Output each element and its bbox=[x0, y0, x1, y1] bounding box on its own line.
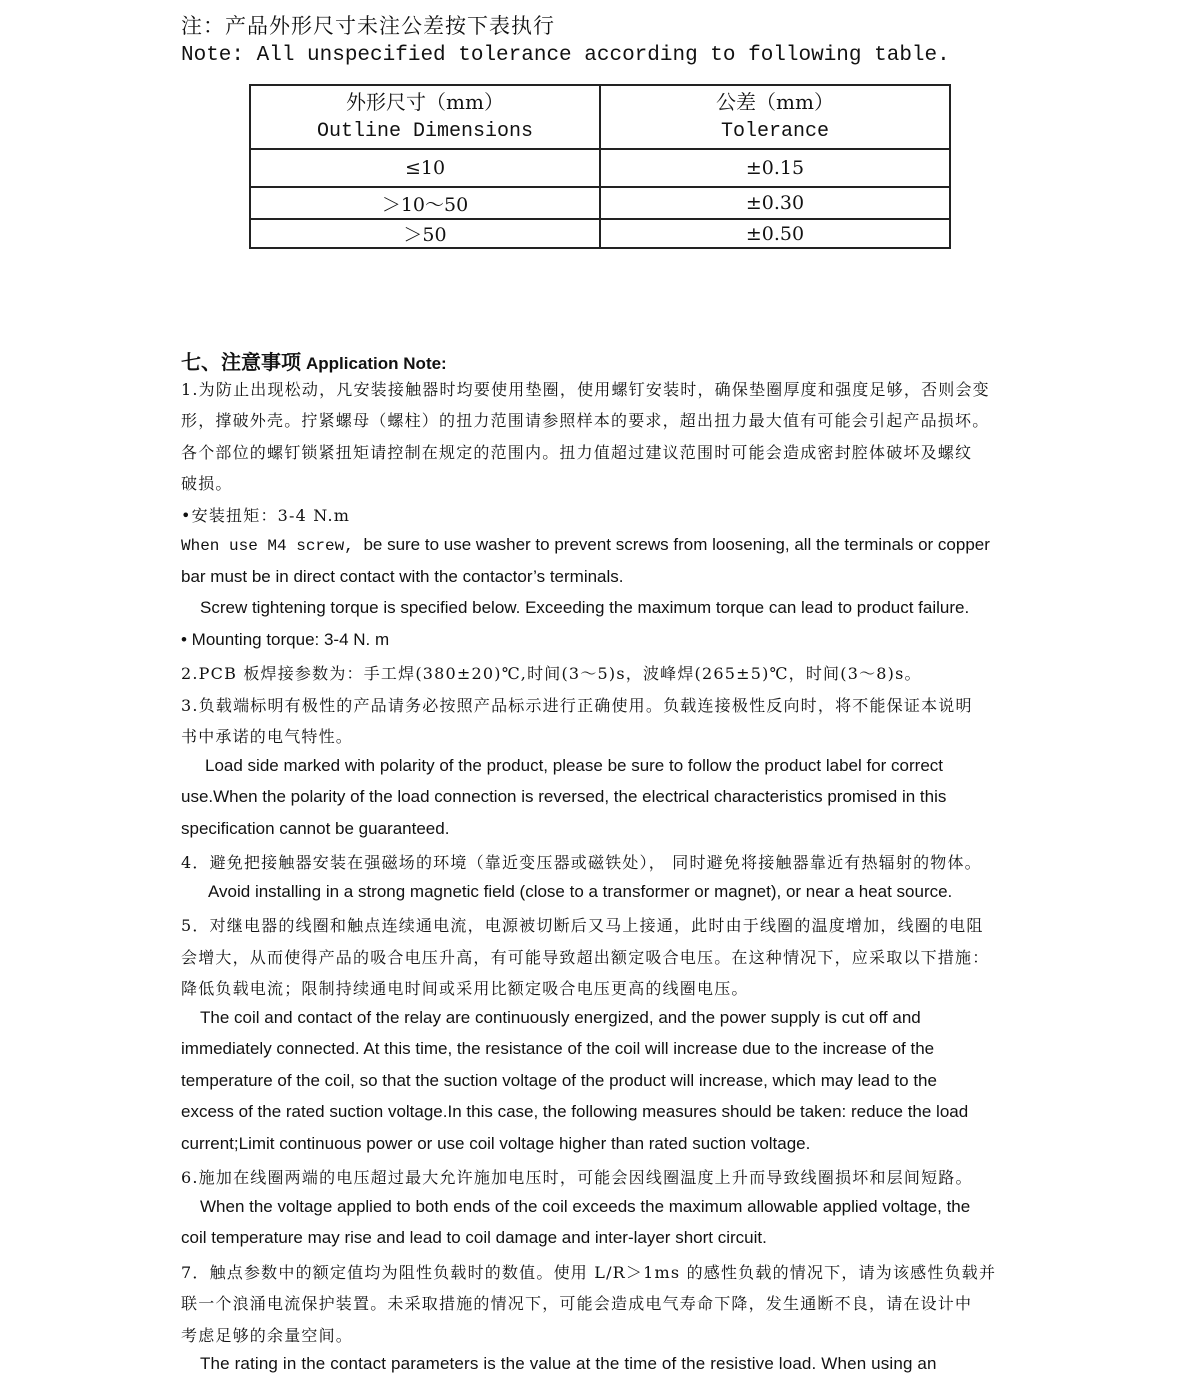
paragraph-line: use.When the polarity of the load connection is reversed, the electrical characteristics promised in this bbox=[181, 787, 947, 806]
paragraph-line: 4．避免把接触器安装在强磁场的环境（靠近变压器或磁铁处）， 同时避免将接触器靠近有热辐射的物体。 bbox=[181, 853, 982, 872]
paragraph-line: Avoid installing in a strong magnetic field (close to a transformer or magnet), or near a heat source. bbox=[208, 882, 953, 901]
paragraph-line: The coil and contact of the relay are continuously energized, and the power supply is cut off and bbox=[200, 1008, 921, 1027]
paragraph-line: temperature of the coil, so that the suction voltage of the product will increase, which may lead to the bbox=[181, 1071, 937, 1090]
paragraph-line: 1.为防止出现松动，凡安装接触器时均要使用垫圈，使用螺钉安装时，确保垫圈厚度和强度足够，否则会变 bbox=[181, 380, 990, 399]
paragraph-line: 5．对继电器的线圈和触点连续通电流，电源被切断后又马上接通，此时由于线圈的温度增加，线圈的电阻 bbox=[181, 916, 984, 935]
header-en: Tolerance bbox=[720, 120, 830, 143]
paragraph-line: 6.施加在线圈两端的电压超过最大允许施加电压时，可能会因线圈温度上升而导致线圈损坏和层间短路。 bbox=[181, 1168, 973, 1187]
dimension-cell: ＞10～50 bbox=[250, 187, 600, 219]
paragraph-line: 降低负载电流；限制持续通电时间或采用比额定吸合电压更高的线圈电压。 bbox=[181, 979, 749, 998]
header-cn: 公差（mm） bbox=[716, 90, 834, 114]
dimension-cell: ≤10 bbox=[250, 149, 600, 187]
paragraph-line bbox=[181, 535, 990, 555]
header-outline-dimensions bbox=[250, 85, 600, 149]
paragraph-line: 2.PCB 板焊接参数为：手工焊(380±20)℃,时间(3～5)s，波峰焊(265±5)℃，时间(3～8)s。 bbox=[181, 664, 922, 683]
paragraph-line: When the voltage applied to both ends of the coil exceeds the maximum allowable applied voltage, the bbox=[200, 1197, 971, 1216]
table-header-row bbox=[250, 85, 950, 149]
section-title-cn: 七、注意事项 bbox=[181, 350, 301, 374]
screw-text: be sure to use washer to prevent screws from loosening, all the terminals or copper bbox=[363, 535, 990, 554]
paragraph-line: 会增大，从而使得产品的吸合电压升高，有可能导致超出额定吸合电压。在这种情况下，应采取以下措施： bbox=[181, 948, 990, 967]
header-en: Outline Dimensions bbox=[316, 120, 534, 143]
paragraph-line: Screw tightening torque is specified below. Exceeding the maximum torque can lead to product failure. bbox=[200, 598, 970, 617]
paragraph-line: 各个部位的螺钉锁紧扭矩请控制在规定的范围内。扭力值超过建议范围时可能会造成密封腔体破坏及螺纹 bbox=[181, 443, 973, 462]
paragraph-line: 考虑足够的余量空间。 bbox=[181, 1326, 354, 1345]
table-row bbox=[250, 219, 950, 248]
paragraph-line: 破损。 bbox=[181, 474, 233, 493]
note-english: Note: All unspecified tolerance according to following table. bbox=[181, 44, 950, 67]
note-chinese: 注：产品外形尺寸未注公差按下表执行 bbox=[181, 14, 555, 38]
paragraph-line: The rating in the contact parameters is the value at the time of the resistive load. When using an bbox=[200, 1354, 937, 1373]
tolerance-cell: ±0.15 bbox=[600, 149, 950, 187]
tolerance-cell: ±0.50 bbox=[600, 219, 950, 248]
paragraph-line: specification cannot be guaranteed. bbox=[181, 819, 450, 838]
screw-prefix: When use M4 screw, bbox=[181, 537, 364, 555]
header-tolerance bbox=[600, 85, 950, 149]
paragraph-line: 联一个浪涌电流保护装置。未采取措施的情况下，可能会造成电气寿命下降，发生通断不良，请在设计中 bbox=[181, 1294, 973, 1313]
dimension-cell: ＞50 bbox=[250, 219, 600, 248]
paragraph-line: 7．触点参数中的额定值均为阻性负载时的数值。使用 L/R＞1ms 的感性负载的情况下，请为该感性负载并 bbox=[181, 1263, 997, 1282]
table-row bbox=[250, 149, 950, 187]
section-title-en: Application Note: bbox=[306, 354, 447, 373]
paragraph-line: 形，撑破外壳。拧紧螺母（螺柱）的扭力范围请参照样本的要求，超出扭力最大值有可能会引起产品损坏。 bbox=[181, 411, 990, 430]
paragraph-line: 书中承诺的电气特性。 bbox=[181, 727, 354, 746]
header-cn: 外形尺寸（mm） bbox=[346, 90, 504, 114]
paragraph-line: immediately connected. At this time, the resistance of the coil will increase due to the increase of the bbox=[181, 1039, 935, 1058]
section-heading bbox=[181, 346, 447, 375]
paragraph-line: • Mounting torque: 3-4 N. m bbox=[181, 630, 390, 649]
paragraph-line: coil temperature may rise and lead to coil damage and inter-layer short circuit. bbox=[181, 1228, 767, 1247]
paragraph-line: current;Limit continuous power or use coil voltage higher than rated suction voltage. bbox=[181, 1134, 811, 1153]
paragraph-line: excess of the rated suction voltage.In this case, the following measures should be taken: reduce the load bbox=[181, 1102, 969, 1121]
paragraph-line: •安装扭矩：3-4 N.m bbox=[181, 506, 351, 525]
tolerance-table bbox=[249, 84, 951, 249]
paragraph-line: 3.负载端标明有极性的产品请务必按照产品标示进行正确使用。负载连接极性反向时，将不能保证本说明 bbox=[181, 696, 973, 715]
paragraph-line: bar must be in direct contact with the contactor’s terminals. bbox=[181, 567, 624, 586]
table-row bbox=[250, 187, 950, 219]
paragraph-line: Load side marked with polarity of the product, please be sure to follow the product label for correct bbox=[205, 756, 944, 775]
tolerance-cell: ±0.30 bbox=[600, 187, 950, 219]
